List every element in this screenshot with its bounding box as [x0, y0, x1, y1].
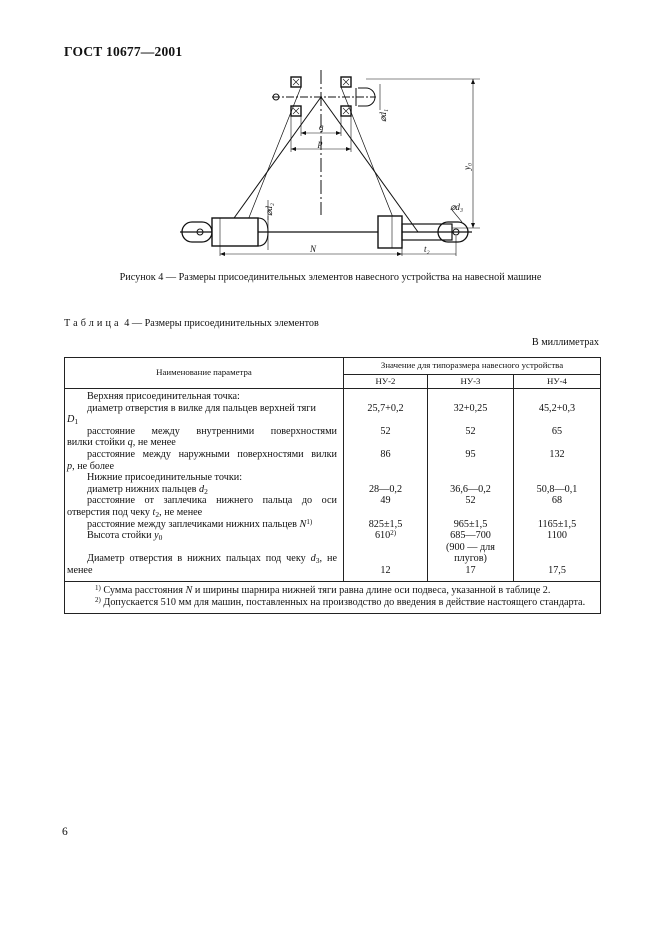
- value-d3-nu2: 12: [380, 564, 391, 576]
- spacer: [514, 391, 600, 403]
- value-y0-nu2: 610$^{2)}$: [374, 529, 397, 542]
- table-title: [64, 318, 319, 329]
- value-t2-nu3: 52: [465, 495, 476, 507]
- values-nu3-cell: [428, 389, 514, 582]
- value-y0-nu3-note2: плугов): [454, 553, 487, 565]
- param-n: расстояние между заплечиками нижних пальцев $N^{1)}$: [87, 517, 313, 530]
- value-q-nu3: 52: [465, 425, 476, 437]
- spacer: [344, 414, 427, 426]
- value-p-nu3: 95: [465, 448, 476, 460]
- value-n-nu3: 965±1,5: [453, 518, 488, 530]
- value-d2-nu4: 50,8—0,1: [536, 483, 578, 495]
- spacer: [514, 461, 600, 473]
- value-d3-nu3: 17: [465, 564, 476, 576]
- param-t2-line2: отверстия под чеку $t_2$, не менее: [67, 506, 203, 519]
- fig-label-y0: y₀: [462, 162, 472, 170]
- spacer: [514, 414, 600, 426]
- value-t2-nu2: 49: [380, 495, 391, 507]
- fig-label-d1: ⌀d₁: [378, 108, 388, 122]
- param-lower-points: Нижние присоединительные точки:: [87, 472, 243, 484]
- table-title-text: 4 — Размеры присоединительных элементов: [121, 318, 319, 329]
- param-d1: диаметр отверстия в вилке для пальцев верхней тяги: [87, 402, 316, 414]
- values-nu4-cell: [514, 389, 601, 582]
- param-t2-line1: расстояние от заплечика нижнего пальца до оси: [87, 495, 337, 507]
- parameters-table: [64, 357, 601, 614]
- spacer: [514, 553, 600, 565]
- spacer: [428, 461, 513, 473]
- value-n-nu4: 1165±1,5: [537, 518, 577, 530]
- param-upper-point: Верхняя присоединительная точка:: [87, 391, 240, 402]
- spacer: [514, 542, 600, 554]
- spacer: [428, 472, 513, 484]
- spacer: [344, 507, 427, 519]
- fig-label-p: p: [318, 138, 323, 148]
- fig-label-d3: ⌀d₃: [450, 202, 464, 212]
- page-number: 6: [62, 826, 68, 838]
- spacer: [344, 461, 427, 473]
- param-d3-line2: менее: [67, 564, 93, 576]
- param-d2: диаметр нижних пальцев $d_2$: [87, 483, 208, 496]
- value-d2-nu3: 36,6—0,2: [450, 483, 491, 495]
- value-t2-nu4: 68: [551, 495, 563, 507]
- col-header-size-nu2: НУ-2: [344, 375, 428, 389]
- param-q-line1: расстояние между внутренними поверхностями: [87, 425, 337, 437]
- footnote-2: $^{2)}$ Допускается 510 мм для машин, поставленных на производство до введения в действие настоящего стандарта.: [95, 595, 586, 608]
- table-body-row: [65, 389, 601, 582]
- value-q-nu2: 52: [380, 425, 391, 437]
- parameter-names-cell: [65, 389, 344, 582]
- figure-4-drawing: [180, 70, 480, 260]
- table-notes-cell: [65, 581, 601, 614]
- spacer: [428, 437, 513, 449]
- value-d2-nu2: 28—0,2: [368, 483, 403, 495]
- spacer: [428, 414, 513, 426]
- col-header-size-nu3: НУ-3: [428, 375, 514, 389]
- fig-label-n: N: [310, 244, 317, 254]
- values-nu2-cell: [344, 389, 428, 582]
- value-p-nu2: 86: [380, 448, 391, 460]
- param-p-line2: p, не более: [67, 460, 114, 472]
- value-p-nu4: 132: [549, 448, 565, 460]
- spacer: [344, 542, 427, 554]
- spacer: [428, 507, 513, 519]
- spacer: [344, 437, 427, 449]
- param-d1-symbol: $D_1$: [67, 414, 79, 427]
- footnote-1: $^{1)}$ Сумма расстояния N и ширины шарнира нижней тяги равна длине оси подвеса, указанной в таблице 2.: [95, 583, 551, 596]
- value-d3-nu4: 17,5: [548, 564, 566, 576]
- units-note: В миллиметрах: [531, 337, 599, 348]
- spacer: [344, 472, 427, 484]
- value-d1-nu3: 32+0,25: [453, 402, 488, 414]
- table-notes-row: [65, 581, 601, 614]
- document-header: ГОСТ 10677—2001: [64, 44, 183, 59]
- value-d1-nu2: 25,7+0,2: [367, 402, 404, 414]
- value-q-nu4: 65: [551, 425, 563, 437]
- spacer: [514, 437, 600, 449]
- fig-label-t2: t₂: [424, 244, 430, 254]
- col-header-value: Значение для типоразмера навесного устройства: [344, 358, 601, 375]
- value-d1-nu4: 45,2+0,3: [538, 402, 576, 414]
- value-y0-nu3: 685—700: [450, 530, 491, 542]
- spacer: [344, 391, 427, 403]
- col-header-size-nu4: НУ-4: [514, 375, 601, 389]
- spacer: [428, 391, 513, 403]
- col-header-parameter: Наименование параметра: [65, 358, 344, 389]
- spacer: [514, 507, 600, 519]
- value-n-nu2: 825±1,5: [368, 518, 403, 530]
- param-q-line2: вилки стойки q, не менее: [67, 437, 176, 449]
- spacer: [344, 553, 427, 565]
- param-d3-line1: Диаметр отверстия в нижних пальцах под чеку $d_3$, не: [87, 553, 337, 566]
- value-y0-nu3-note: (900 — для: [446, 541, 495, 553]
- figure-caption: Рисунок 4 — Размеры присоединительных элементов навесного устройства на навесной машине: [119, 272, 542, 283]
- spacer: [514, 472, 600, 484]
- param-p-line1: расстояние между наружными поверхностями вилки: [87, 448, 337, 460]
- fig-label-d2: ⌀d₂: [264, 202, 274, 216]
- value-y0-nu4: 1100: [547, 530, 567, 542]
- table-title-label: Таблица: [64, 318, 122, 329]
- param-y0: Высота стойки $y_0$: [87, 530, 163, 543]
- spacer: [87, 542, 337, 554]
- fig-label-q: q: [319, 122, 324, 132]
